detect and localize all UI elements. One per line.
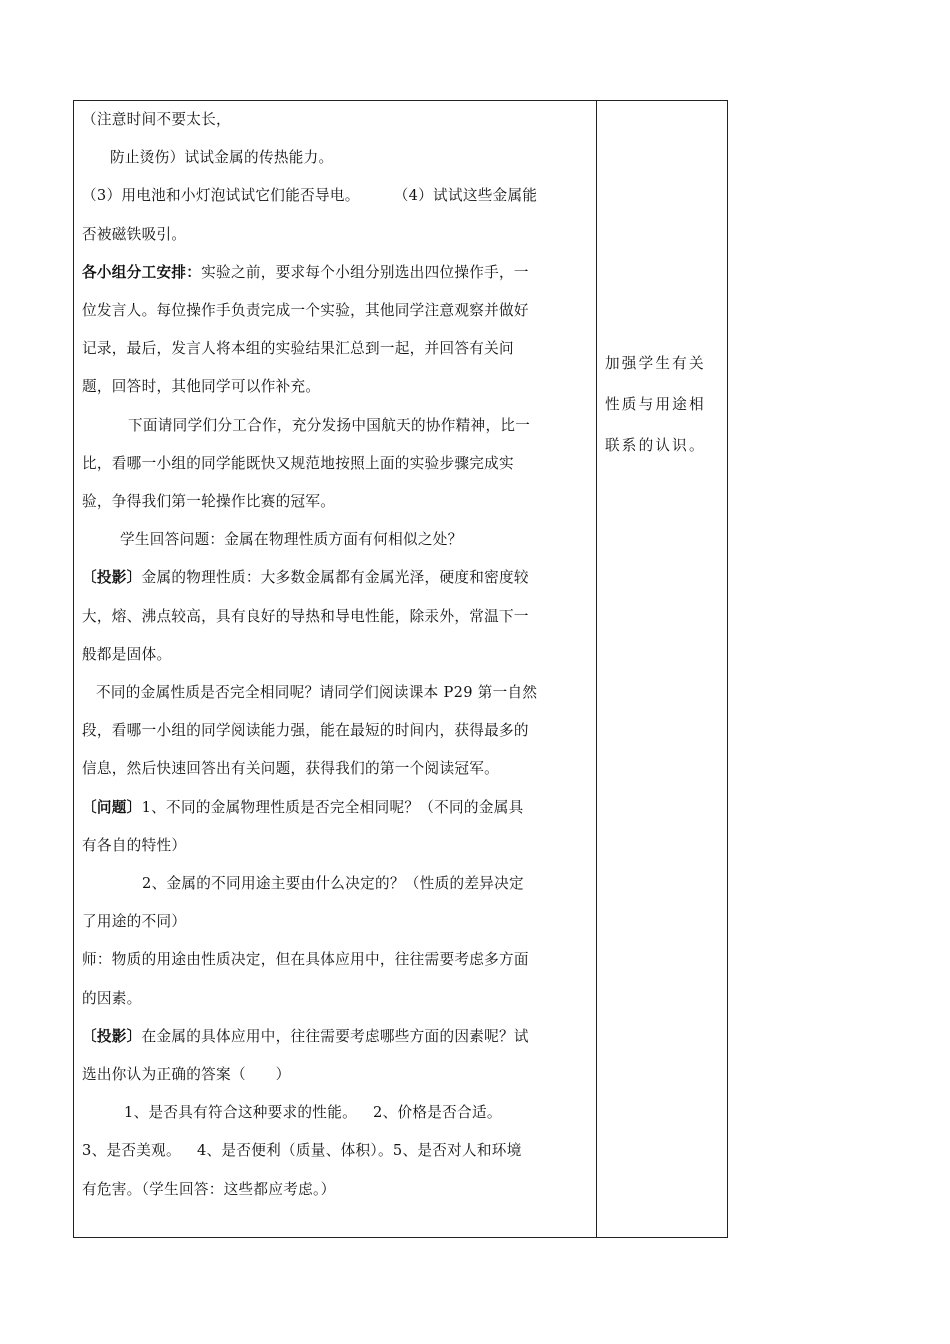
- column-divider: [596, 101, 597, 1237]
- text-line: 〔投影〕金属的物理性质：大多数金属都有金属光泽，硬度和密度较: [82, 569, 529, 587]
- text-line: 1、是否具有符合这种要求的性能。 2、价格是否合适。: [124, 1104, 502, 1122]
- text-line: 般都是固体。: [82, 645, 172, 663]
- text-line: 信息，然后快速回答出有关问题，获得我们的第一个阅读冠军。: [82, 760, 500, 778]
- text-line: 下面请同学们分工合作，充分发扬中国航天的协作精神，比一: [128, 416, 531, 434]
- side-note-line: 联系的认识。: [605, 437, 706, 454]
- question-label: 〔问题〕: [82, 798, 142, 816]
- text-line: 不同的金属性质是否完全相同呢？请同学们阅读课本 P29 第一自然: [96, 684, 538, 702]
- text-line: 的因素。: [82, 989, 142, 1007]
- text-line: 选出你认为正确的答案（ ）: [82, 1066, 291, 1084]
- text-line: 有各自的特性）: [82, 836, 187, 854]
- projection-label: 〔投影〕: [82, 569, 142, 587]
- teaching-process-cell: [82, 101, 590, 1209]
- side-note-line: 加强学生有关: [605, 355, 706, 372]
- text-line: 2、金属的不同用途主要由什么决定的？（性质的差异决定: [142, 875, 524, 893]
- text-line: 否被磁铁吸引。: [82, 225, 187, 243]
- text-line: 3、是否美观。 4、是否便利（质量、体积）。5、是否对人和环境: [82, 1142, 522, 1160]
- text-line: 位发言人。每位操作手负责完成一个实验，其他同学注意观察并做好: [82, 302, 529, 320]
- text-line: 有危害。（学生回答：这些都应考虑。）: [82, 1180, 336, 1198]
- side-note-line: 性质与用途相: [605, 396, 706, 413]
- projection-label: 〔投影〕: [82, 1027, 142, 1045]
- text-line: 了用途的不同）: [82, 913, 187, 931]
- text-line: 各小组分工安排：实验之前，要求每个小组分别选出四位操作手，一: [82, 263, 529, 281]
- text-line: 记录，最后，发言人将本组的实验结果汇总到一起，并回答有关问: [82, 340, 514, 358]
- text-line: 防止烫伤）试试金属的传热能力。: [110, 149, 334, 167]
- group-arrangement-heading: 各小组分工安排：: [82, 263, 202, 281]
- text-line: 学生回答问题：金属在物理性质方面有何相似之处？: [120, 531, 463, 549]
- text-line: 比，看哪一小组的同学能既快又规范地按照上面的实验步骤完成实: [82, 454, 514, 472]
- text-line: 大，熔、沸点较高，具有良好的导热和导电性能，除汞外，常温下一: [82, 607, 529, 625]
- text-line: （3）用电池和小灯泡试试它们能否导电。 （4）试试这些金属能: [82, 187, 538, 205]
- text-line: 〔问题〕1、不同的金属物理性质是否完全相同呢？（不同的金属具: [82, 798, 524, 816]
- lesson-table: [73, 100, 728, 1238]
- text-line: 题，回答时，其他同学可以作补充。: [82, 378, 321, 396]
- text-line: 〔投影〕在金属的具体应用中，往往需要考虑哪些方面的因素呢？试: [82, 1027, 529, 1045]
- text-line: 段，看哪一小组的同学阅读能力强，能在最短的时间内，获得最多的: [82, 722, 529, 740]
- design-intent-cell: [605, 343, 723, 466]
- text-line: 验，争得我们第一轮操作比赛的冠军。: [82, 493, 336, 511]
- text-line: 师：物质的用途由性质决定，但在具体应用中，往往需要考虑多方面: [82, 951, 529, 969]
- text-line: （注意时间不要太长，: [82, 111, 231, 128]
